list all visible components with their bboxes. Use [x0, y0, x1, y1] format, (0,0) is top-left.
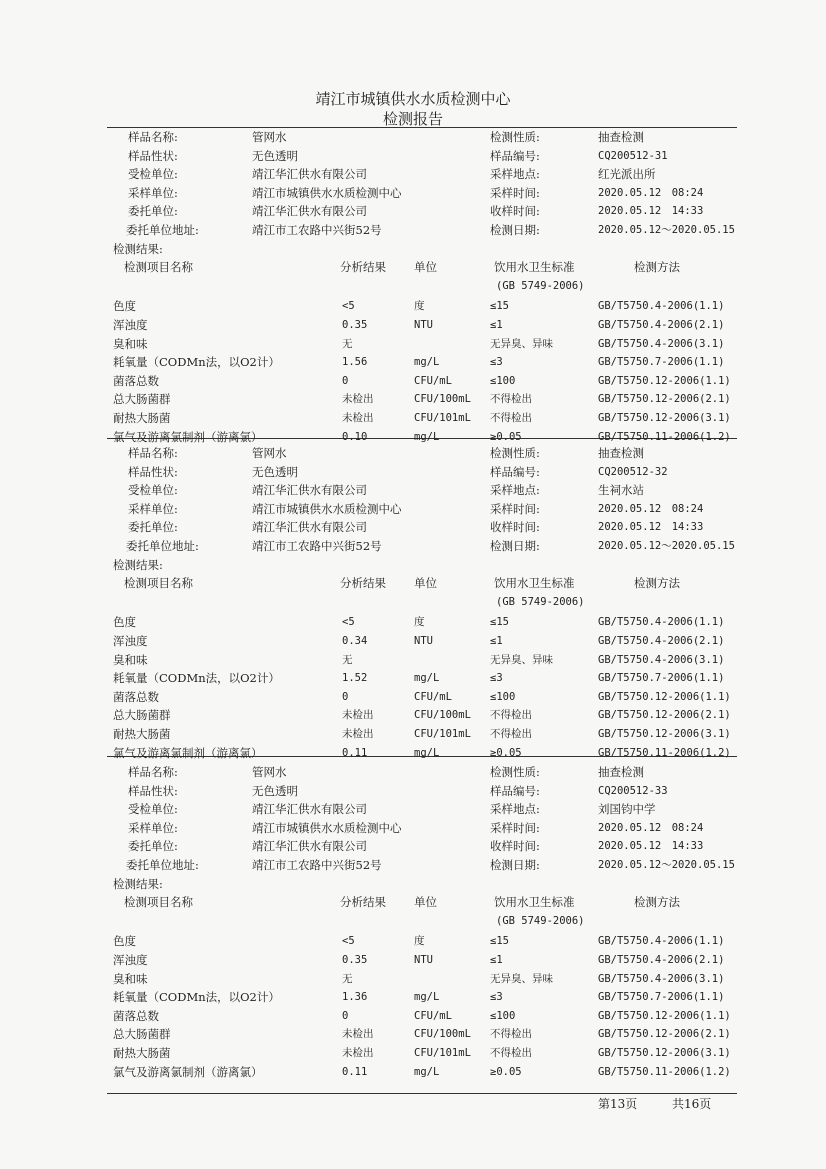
- value-client-unit: 靖江华汇供水有限公司: [252, 520, 367, 535]
- cell-standard: ≤15: [490, 616, 509, 629]
- cell-standard: ≤100: [490, 690, 516, 703]
- col-standard-header: 饮用水卫生标准: [494, 260, 575, 275]
- table-header-sub-row: [0, 912, 826, 930]
- cell-standard: ≤100: [490, 1009, 516, 1022]
- results-heading-row: [0, 875, 826, 893]
- cell-method: GB/T5750.4-2006(3.1): [598, 337, 725, 350]
- info-row: [0, 444, 826, 462]
- table-row: [0, 1063, 826, 1081]
- value-test-date: 2020.05.12～2020.05.15: [598, 540, 735, 552]
- info-row: [0, 819, 826, 837]
- value-sample-state: 无色透明: [252, 148, 298, 163]
- value-sampling-unit: 靖江市城镇供水水质检测中心: [252, 501, 402, 516]
- cell-item: 总大肠菌群: [113, 1027, 171, 1042]
- cell-item: 耐热大肠菌: [113, 727, 171, 741]
- cell-item: 氯气及游离氯制剂（游离氯）: [113, 745, 263, 760]
- cell-result: <5: [342, 935, 355, 948]
- value-sampling-unit: 靖江市城镇供水水质检测中心: [252, 820, 402, 835]
- value-sampling-site: 红光派出所: [598, 167, 656, 182]
- value-sample-name: 管网水: [252, 446, 287, 460]
- col-result-header: 分析结果: [340, 895, 386, 910]
- label-sampling-time: 采样时间:: [490, 820, 540, 835]
- info-row: [0, 763, 826, 781]
- col-method-header: 检测方法: [634, 260, 680, 275]
- cell-method: GB/T5750.7-2006(1.1): [598, 356, 725, 369]
- cell-method: GB/T5750.11-2006(1.2): [598, 430, 731, 443]
- cell-result: 无: [342, 653, 353, 666]
- cell-standard: 不得检出: [490, 728, 532, 740]
- label-sampling-time: 采样时间:: [490, 185, 540, 200]
- cell-result: 0: [342, 690, 349, 703]
- table-row: [0, 932, 826, 950]
- report-subtitle: 检测报告: [382, 110, 443, 128]
- cell-method: GB/T5750.11-2006(1.2): [598, 746, 731, 759]
- cell-method: GB/T5750.12-2006(3.1): [598, 728, 731, 740]
- table-row: [0, 725, 826, 743]
- cell-result: 未检出: [342, 728, 374, 740]
- cell-method: GB/T5750.4-2006(2.1): [598, 635, 725, 647]
- label-sample-state: 样品性状:: [128, 464, 178, 479]
- table-row: [0, 1007, 826, 1025]
- cell-result: <5: [342, 300, 355, 313]
- cell-result: 0.11: [342, 1065, 368, 1078]
- cell-item: 臭和味: [113, 336, 148, 351]
- cell-item: 菌落总数: [113, 689, 159, 704]
- table-header-row: [0, 893, 826, 911]
- cell-standard: ≤1: [490, 635, 503, 647]
- label-receive-time: 收样时间:: [490, 839, 540, 854]
- cell-standard: ≥0.05: [490, 746, 522, 759]
- cell-result: 0: [342, 1009, 349, 1022]
- value-sampling-unit: 靖江市城镇供水水质检测中心: [252, 185, 402, 200]
- cell-standard: 无异臭、异味: [490, 972, 553, 985]
- label-sampling-unit: 采样单位:: [128, 820, 178, 835]
- cell-standard: 无异臭、异味: [490, 653, 553, 666]
- value-inspected-unit: 靖江华汇供水有限公司: [252, 802, 367, 817]
- cell-unit: mg/L: [414, 991, 440, 1004]
- value-sampling-time: 2020.05.12 08:24: [598, 821, 704, 834]
- value-test-nature: 抽查检测: [598, 446, 644, 460]
- label-sample-name: 样品名称:: [128, 130, 178, 144]
- value-test-date: 2020.05.12～2020.05.15: [598, 859, 735, 871]
- cell-item: 耐热大肠菌: [113, 411, 171, 425]
- cell-item: 色度: [113, 299, 136, 314]
- cell-method: GB/T5750.4-2006(3.1): [598, 972, 725, 985]
- info-row: [0, 537, 826, 555]
- cell-standard: ≤15: [490, 300, 509, 313]
- cell-item: 耗氧量（CODMn法，以O2计）: [113, 671, 280, 686]
- cell-result: 0.10: [342, 430, 368, 443]
- value-inspected-unit: 靖江华汇供水有限公司: [252, 167, 367, 182]
- table-row: [0, 669, 826, 687]
- table-header-row: [0, 574, 826, 592]
- value-inspected-unit: 靖江华汇供水有限公司: [252, 483, 367, 498]
- cell-result: 无: [342, 337, 353, 350]
- table-row: [0, 632, 826, 650]
- cell-unit: CFU/mL: [414, 1009, 452, 1022]
- cell-unit: CFU/101mL: [414, 1047, 471, 1059]
- info-row: [0, 518, 826, 536]
- cell-method: GB/T5750.4-2006(3.1): [598, 653, 725, 666]
- info-row: [0, 837, 826, 855]
- label-client-unit: 委托单位:: [128, 204, 178, 219]
- col-unit-header: 单位: [414, 576, 437, 591]
- cell-item: 臭和味: [113, 971, 148, 986]
- value-receive-time: 2020.05.12 14:33: [598, 521, 704, 534]
- cell-standard: 不得检出: [490, 709, 532, 722]
- cell-unit: mg/L: [414, 672, 440, 685]
- cell-item: 浑浊度: [113, 634, 148, 648]
- value-sample-name: 管网水: [252, 765, 287, 779]
- value-sample-no: CQ200512-33: [598, 784, 668, 797]
- cell-method: GB/T5750.4-2006(1.1): [598, 616, 725, 629]
- label-sample-name: 样品名称:: [128, 446, 178, 460]
- col-standard-subheader: (GB 5749-2006): [496, 914, 585, 927]
- col-item-header: 检测项目名称: [124, 576, 193, 591]
- value-sampling-site: 生祠水站: [598, 483, 644, 498]
- value-sample-name: 管网水: [252, 130, 287, 144]
- label-sampling-unit: 采样单位:: [128, 501, 178, 516]
- label-sampling-site: 采样地点:: [490, 483, 540, 498]
- cell-standard: ≤1: [490, 319, 503, 331]
- table-row: [0, 951, 826, 969]
- label-sampling-unit: 采样单位:: [128, 185, 178, 200]
- cell-method: GB/T5750.4-2006(2.1): [598, 319, 725, 331]
- page-total: 共16页: [672, 1097, 712, 1111]
- value-sampling-site: 刘国钧中学: [598, 802, 656, 817]
- cell-item: 耗氧量（CODMn法，以O2计）: [113, 355, 280, 370]
- info-row: [0, 782, 826, 800]
- cell-unit: mg/L: [414, 430, 440, 443]
- cell-standard: 不得检出: [490, 1047, 532, 1059]
- cell-item: 氯气及游离氯制剂（游离氯）: [113, 429, 263, 444]
- table-row: [0, 1025, 826, 1043]
- cell-standard: ≤15: [490, 935, 509, 948]
- label-sampling-time: 采样时间:: [490, 501, 540, 516]
- cell-unit: mg/L: [414, 356, 440, 369]
- cell-unit: mg/L: [414, 746, 440, 759]
- table-row: [0, 651, 826, 669]
- table-row: [0, 390, 826, 408]
- cell-unit: 度: [414, 935, 425, 948]
- info-row: [0, 800, 826, 818]
- page-number: 第13页: [598, 1097, 638, 1111]
- cell-method: GB/T5750.4-2006(2.1): [598, 954, 725, 966]
- cell-standard: ≤3: [490, 356, 503, 369]
- cell-unit: NTU: [414, 635, 433, 647]
- cell-unit: NTU: [414, 954, 433, 966]
- cell-result: <5: [342, 616, 355, 629]
- col-item-header: 检测项目名称: [124, 260, 193, 275]
- value-sample-state: 无色透明: [252, 783, 298, 798]
- cell-unit: CFU/mL: [414, 690, 452, 703]
- label-test-nature: 检测性质:: [490, 130, 540, 144]
- label-client-unit: 委托单位:: [128, 520, 178, 535]
- cell-method: GB/T5750.12-2006(1.1): [598, 374, 731, 387]
- col-result-header: 分析结果: [340, 576, 386, 591]
- table-header-sub-row: [0, 593, 826, 611]
- cell-result: 0.35: [342, 319, 368, 331]
- info-row: [0, 481, 826, 499]
- label-sample-state: 样品性状:: [128, 148, 178, 163]
- cell-method: GB/T5750.12-2006(1.1): [598, 690, 731, 703]
- col-method-header: 检测方法: [634, 576, 680, 591]
- cell-item: 菌落总数: [113, 373, 159, 388]
- cell-standard: 不得检出: [490, 1028, 532, 1041]
- cell-item: 耐热大肠菌: [113, 1046, 171, 1060]
- col-standard-subheader: (GB 5749-2006): [496, 279, 585, 292]
- cell-method: GB/T5750.12-2006(3.1): [598, 412, 731, 424]
- results-label: 检测结果:: [113, 241, 163, 256]
- value-test-nature: 抽查检测: [598, 130, 644, 144]
- col-standard-header: 饮用水卫生标准: [494, 576, 575, 591]
- label-inspected-unit: 受检单位:: [128, 483, 178, 498]
- cell-method: GB/T5750.12-2006(1.1): [598, 1009, 731, 1022]
- cell-method: GB/T5750.12-2006(2.1): [598, 393, 731, 406]
- label-sample-no: 样品编号:: [490, 783, 540, 798]
- cell-result: 未检出: [342, 1047, 374, 1059]
- results-label: 检测结果:: [113, 557, 163, 572]
- cell-unit: CFU/mL: [414, 374, 452, 387]
- label-test-date: 检测日期:: [490, 223, 540, 237]
- value-sampling-time: 2020.05.12 08:24: [598, 502, 704, 515]
- cell-method: GB/T5750.12-2006(3.1): [598, 1047, 731, 1059]
- cell-standard: ≤3: [490, 991, 503, 1004]
- cell-unit: CFU/101mL: [414, 412, 471, 424]
- report-title: 靖江市城镇供水水质检测中心: [315, 90, 511, 108]
- label-sampling-site: 采样地点:: [490, 802, 540, 817]
- label-test-date: 检测日期:: [490, 539, 540, 553]
- bottom-rule: [107, 1093, 737, 1094]
- table-row: [0, 613, 826, 631]
- value-test-date: 2020.05.12～2020.05.15: [598, 224, 735, 236]
- cell-item: 色度: [113, 934, 136, 949]
- cell-item: 色度: [113, 615, 136, 630]
- value-test-nature: 抽查检测: [598, 765, 644, 779]
- value-sample-no: CQ200512-31: [598, 149, 668, 162]
- cell-method: GB/T5750.4-2006(1.1): [598, 300, 725, 313]
- cell-result: 未检出: [342, 709, 374, 722]
- results-label: 检测结果:: [113, 876, 163, 891]
- cell-item: 菌落总数: [113, 1008, 159, 1023]
- value-client-unit: 靖江华汇供水有限公司: [252, 204, 367, 219]
- cell-unit: NTU: [414, 319, 433, 331]
- results-heading-row: [0, 556, 826, 574]
- col-standard-header: 饮用水卫生标准: [494, 895, 575, 910]
- value-receive-time: 2020.05.12 14:33: [598, 840, 704, 853]
- cell-result: 未检出: [342, 1028, 374, 1041]
- cell-item: 总大肠菌群: [113, 708, 171, 723]
- cell-result: 0: [342, 374, 349, 387]
- cell-method: GB/T5750.12-2006(2.1): [598, 709, 731, 722]
- table-row: [0, 988, 826, 1006]
- cell-standard: ≥0.05: [490, 430, 522, 443]
- value-sampling-time: 2020.05.12 08:24: [598, 186, 704, 199]
- cell-item: 耗氧量（CODMn法，以O2计）: [113, 990, 280, 1005]
- cell-result: 1.36: [342, 991, 368, 1004]
- cell-unit: mg/L: [414, 1065, 440, 1078]
- cell-unit: 度: [414, 616, 425, 629]
- info-row: [0, 463, 826, 481]
- cell-result: 0.11: [342, 746, 368, 759]
- label-sample-no: 样品编号:: [490, 148, 540, 163]
- cell-unit: CFU/100mL: [414, 393, 471, 406]
- table-row: [0, 706, 826, 724]
- info-row: [0, 500, 826, 518]
- label-sample-no: 样品编号:: [490, 464, 540, 479]
- cell-result: 0.35: [342, 954, 368, 966]
- cell-result: 0.34: [342, 635, 368, 647]
- cell-method: GB/T5750.11-2006(1.2): [598, 1065, 731, 1078]
- cell-standard: 无异臭、异味: [490, 337, 553, 350]
- cell-item: 总大肠菌群: [113, 392, 171, 407]
- table-row: [0, 353, 826, 371]
- label-client-address: 委托单位地址:: [126, 539, 199, 553]
- col-result-header: 分析结果: [340, 260, 386, 275]
- value-receive-time: 2020.05.12 14:33: [598, 205, 704, 218]
- cell-result: 未检出: [342, 393, 374, 406]
- label-test-nature: 检测性质:: [490, 765, 540, 779]
- cell-unit: CFU/100mL: [414, 1028, 471, 1041]
- cell-item: 氯气及游离氯制剂（游离氯）: [113, 1064, 263, 1079]
- value-client-unit: 靖江华汇供水有限公司: [252, 839, 367, 854]
- cell-standard: 不得检出: [490, 412, 532, 424]
- cell-result: 1.56: [342, 356, 368, 369]
- table-row: [0, 335, 826, 353]
- label-sample-name: 样品名称:: [128, 765, 178, 779]
- label-client-address: 委托单位地址:: [126, 223, 199, 237]
- label-receive-time: 收样时间:: [490, 520, 540, 535]
- label-test-date: 检测日期:: [490, 858, 540, 872]
- cell-standard: ≤100: [490, 374, 516, 387]
- cell-item: 臭和味: [113, 652, 148, 667]
- cell-result: 1.52: [342, 672, 368, 685]
- cell-method: GB/T5750.7-2006(1.1): [598, 672, 725, 685]
- label-receive-time: 收样时间:: [490, 204, 540, 219]
- value-sample-no: CQ200512-32: [598, 465, 668, 478]
- value-client-address: 靖江市工农路中兴街52号: [252, 223, 382, 237]
- cell-standard: ≤1: [490, 954, 503, 966]
- label-test-nature: 检测性质:: [490, 446, 540, 460]
- cell-standard: 不得检出: [490, 393, 532, 406]
- value-client-address: 靖江市工农路中兴街52号: [252, 539, 382, 553]
- col-standard-subheader: (GB 5749-2006): [496, 595, 585, 608]
- table-row: [0, 372, 826, 390]
- col-method-header: 检测方法: [634, 895, 680, 910]
- label-client-unit: 委托单位:: [128, 839, 178, 854]
- col-unit-header: 单位: [414, 895, 437, 910]
- label-inspected-unit: 受检单位:: [128, 167, 178, 182]
- cell-standard: ≥0.05: [490, 1065, 522, 1078]
- col-item-header: 检测项目名称: [124, 895, 193, 910]
- cell-item: 浑浊度: [113, 318, 148, 332]
- label-sample-state: 样品性状:: [128, 783, 178, 798]
- table-row: [0, 409, 826, 427]
- label-sampling-site: 采样地点:: [490, 167, 540, 182]
- info-row: [0, 856, 826, 874]
- cell-method: GB/T5750.12-2006(2.1): [598, 1028, 731, 1041]
- cell-item: 浑浊度: [113, 953, 148, 967]
- cell-result: 无: [342, 972, 353, 985]
- cell-result: 未检出: [342, 412, 374, 424]
- cell-standard: ≤3: [490, 672, 503, 685]
- value-sample-state: 无色透明: [252, 464, 298, 479]
- table-row: [0, 688, 826, 706]
- label-client-address: 委托单位地址:: [126, 858, 199, 872]
- table-row: [0, 970, 826, 988]
- label-inspected-unit: 受检单位:: [128, 802, 178, 817]
- cell-method: GB/T5750.7-2006(1.1): [598, 991, 725, 1004]
- table-row: [0, 428, 826, 446]
- cell-method: GB/T5750.4-2006(1.1): [598, 935, 725, 948]
- table-row: [0, 1044, 826, 1062]
- table-row: [0, 744, 826, 762]
- value-client-address: 靖江市工农路中兴街52号: [252, 858, 382, 872]
- cell-unit: 度: [414, 300, 425, 313]
- cell-unit: CFU/101mL: [414, 728, 471, 740]
- cell-unit: CFU/100mL: [414, 709, 471, 722]
- col-unit-header: 单位: [414, 260, 437, 275]
